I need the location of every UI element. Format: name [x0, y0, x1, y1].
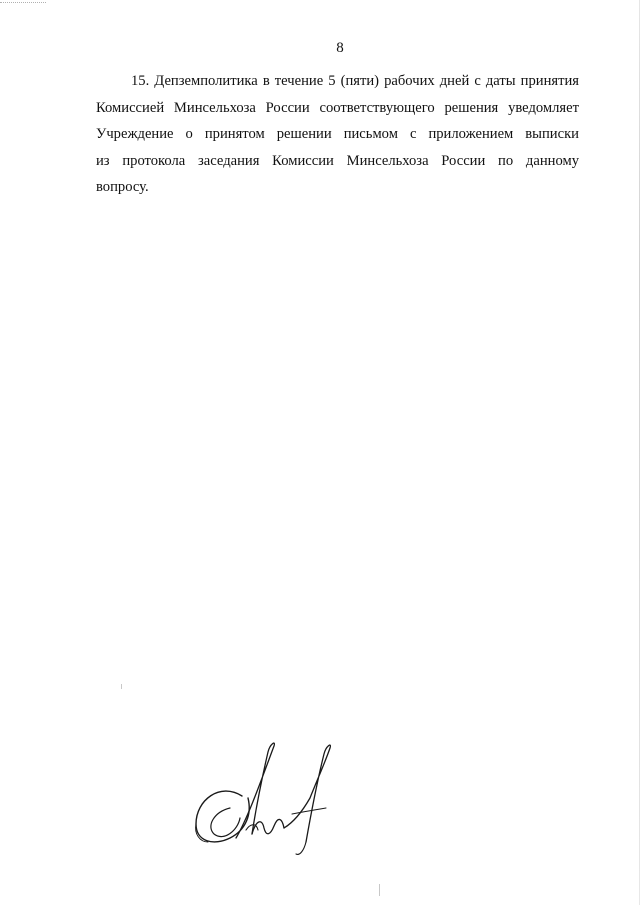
- page-number: 8: [336, 40, 344, 56]
- paragraph-line: Комиссией Минсельхоза России соответствующего решения уведомляет: [96, 99, 579, 116]
- paragraph-line: вопросу.: [96, 179, 149, 195]
- scan-speck: [379, 884, 380, 896]
- scan-speck: [121, 684, 122, 689]
- paragraph-line: 15. Депземполитика в течение 5 (пяти) рабочих дней с даты принятия: [131, 73, 579, 89]
- paragraph-line: из протокола заседания Комиссии Минсельхоза России по данному: [96, 152, 579, 169]
- paragraph-line: Учреждение о принятом решении письмом с приложением выписки: [96, 126, 579, 142]
- paragraph-15: [96, 68, 579, 201]
- handwritten-signature-icon: [190, 738, 350, 858]
- scan-artifact-top-left: [0, 2, 46, 3]
